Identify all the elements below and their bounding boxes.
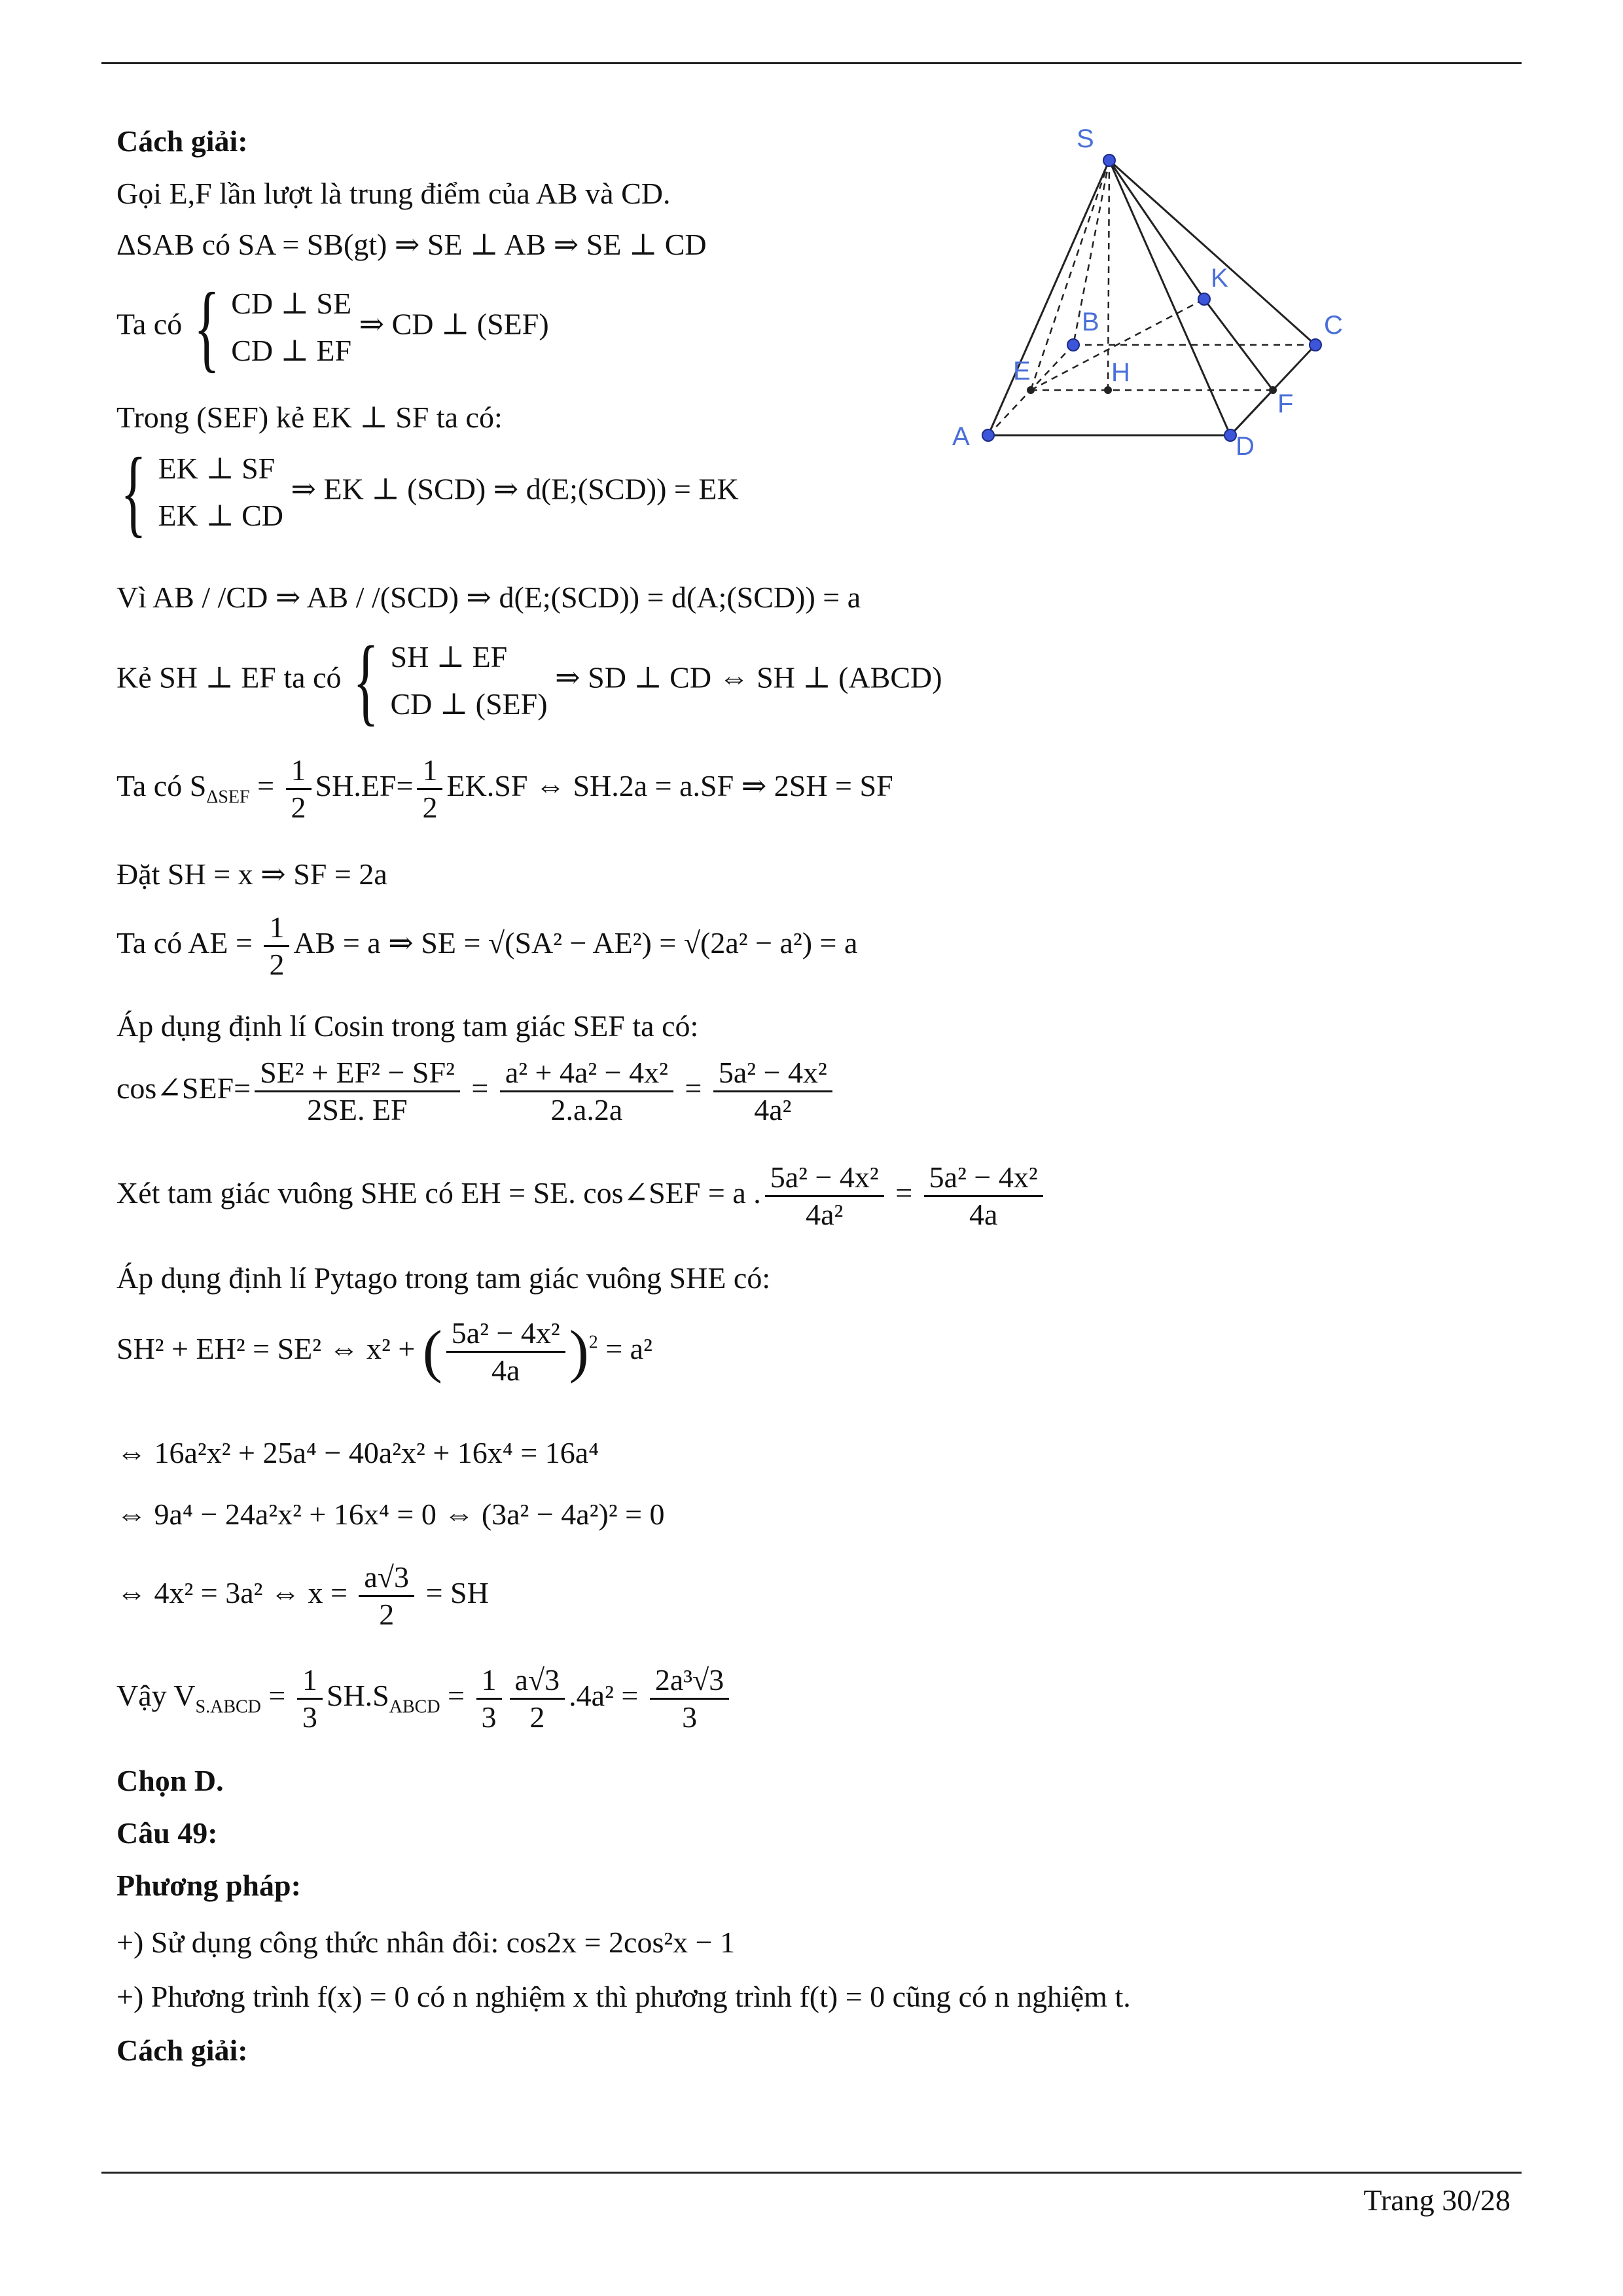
text-fragment: ⇒ CD ⊥ (SEF) [359, 307, 549, 341]
text-line: Đặt SH = x ⇒ SF = 2a [116, 857, 387, 891]
subscript: ABCD [389, 1696, 440, 1717]
area-equation [116, 753, 893, 825]
subscript: S.ABCD [195, 1696, 261, 1717]
page-number: Trang 30/28 [1363, 2183, 1510, 2217]
text-fragment: AB = a ⇒ SE = √(SA² − AE²) = √(2a² − a²) = a [293, 926, 858, 960]
text-line: +) Sử dụng công thức nhân đôi: cos2x = 2cos²x − 1 [116, 1926, 736, 1959]
fraction: $\frac{\text{5a² − 4x²}}{4a}$ [924, 1160, 1043, 1232]
text-fragment: ⇒ SD ⊥ CD ⇔ SH ⊥ (ABCD) [555, 660, 942, 694]
heading-cach-giai: Cách giải: [116, 124, 248, 158]
label-F: F [1277, 389, 1294, 418]
fraction: $\frac{\text{5a² − 4x²}}{\text{4a²}}$ [765, 1160, 884, 1232]
paren-close: ) [569, 1319, 589, 1384]
top-rule [101, 62, 1522, 64]
text-line: ⇔ 9a⁴ − 24a²x² + 16x⁴ = 0 ⇔ (3a² − 4a²)² = 0 [116, 1498, 665, 1531]
fraction: $\frac{\text{SE² + EF² − SF²}}{2SE. EF}$ [255, 1055, 460, 1128]
label-E: E [1013, 357, 1031, 386]
fraction: $\frac{\text{a² + 4a² − 4x²}}{2.a.2a}$ [500, 1055, 673, 1128]
label-B: B [1082, 308, 1099, 336]
point-H [1104, 386, 1112, 394]
system-row: CD ⊥ (SEF) [390, 687, 548, 721]
equation-system [158, 445, 283, 539]
brace-icon: { [193, 273, 220, 382]
edge-DF [1230, 390, 1273, 435]
system-row: CD ⊥ EF [231, 334, 352, 367]
text-fragment: Ta có S [116, 769, 207, 803]
paren-open: ( [422, 1319, 442, 1384]
system-row: SH ⊥ EF [390, 640, 508, 673]
point-S [1103, 154, 1115, 166]
fraction: $\frac{\text{2a³√3}}{3}$ [650, 1662, 729, 1735]
fraction: $\frac{a√3}{2}$ [510, 1662, 565, 1735]
brace-icon: { [120, 438, 147, 547]
text-line: +) Phương trình f(x) = 0 có n nghiệm x thì phương trình f(t) = 0 cũng có n nghiệm t. [116, 1980, 1131, 2013]
text-fragment: Ta có AE = [116, 926, 253, 960]
fraction: $\frac{1}{2}$ [417, 753, 442, 825]
text-line: Vì AB / /CD ⇒ AB / /(SCD) ⇒ d(E;(SCD)) = d(A;(SCD)) = a [116, 581, 861, 614]
point-F [1269, 386, 1277, 394]
edge-SA [988, 160, 1109, 435]
fraction: $\frac{1}{2}$ [264, 910, 289, 982]
system-cd-sef [116, 273, 549, 382]
text-fragment: Vậy V [116, 1679, 196, 1713]
method-heading: Phương pháp: [116, 1869, 301, 1902]
heading-cach-giai: Cách giải: [116, 2034, 248, 2067]
fraction: $\frac{\text{5a² − 4x²}}{\text{4a²}}$ [713, 1055, 832, 1128]
text-fragment: .4a² = [569, 1679, 639, 1713]
edge-SK [1109, 160, 1204, 299]
text-fragment: = a² [605, 1332, 652, 1366]
point-A [982, 429, 994, 441]
text-fragment: = [268, 1679, 286, 1713]
system-row: EK ⊥ CD [158, 499, 283, 532]
fraction: $\frac{1}{2}$ [286, 753, 312, 825]
text-fragment: Xét tam giác vuông SHE có EH = SE. cos∠SEF = a . [116, 1176, 761, 1210]
edge-SC [1109, 160, 1315, 345]
label-C: C [1324, 311, 1343, 340]
point-B [1067, 339, 1079, 351]
system-row: EK ⊥ SF [158, 452, 276, 485]
system-sh-abcd [116, 626, 942, 735]
edge-SH [1108, 160, 1109, 390]
fraction: $\frac{\text{5a² − 4x²}}{4a}$ [446, 1316, 565, 1388]
volume-equation: Vậy $V_{S.ABCD}$ = $\frac{1}{3}$ $SH.S_{ABCD}$ = $\frac{1}{3}$ $\frac{a√3}{2}$ .4a² = $\frac{\text{2a³√3}}{3}$ [116, 1662, 733, 1735]
text-fragment: SH.EF= [315, 769, 414, 803]
point-E [1027, 386, 1035, 394]
label-H: H [1111, 358, 1130, 387]
label-S: S [1077, 124, 1094, 153]
fraction: $\frac{a√3}{2}$ [359, 1560, 414, 1632]
question-heading: Câu 49: [116, 1816, 218, 1850]
pyramid-figure [942, 111, 1361, 478]
label-A: A [952, 422, 970, 451]
text-fragment: = SH [425, 1576, 489, 1610]
point-D [1224, 429, 1236, 441]
text-line: Áp dụng định lí Pytago trong tam giác vuông SHE có: [116, 1261, 771, 1295]
text-line: Áp dụng định lí Cosin trong tam giác SEF ta có: [116, 1009, 699, 1043]
fraction: $\frac{1}{3}$ [297, 1662, 323, 1735]
point-K [1198, 293, 1210, 305]
text-fragment: cos∠SEF= [116, 1071, 251, 1105]
eh-equation: Xét tam giác vuông SHE có EH = SE. cos∠SEF = a . $\frac{\text{5a² − 4x²}}{\text{4a²}}$ = $\frac{\text{5a² − 4x²}}{4a}$ [116, 1160, 1047, 1232]
system-ek-scd [116, 438, 739, 547]
text-fragment: EK.SF ⇔ SH.2a = a.SF ⇒ 2SH = SF [446, 769, 893, 803]
text-line: ⇔ 16a²x² + 25a⁴ − 40a²x² + 16x⁴ = 16a⁴ [116, 1436, 599, 1469]
answer-choice: Chọn D. [116, 1764, 224, 1797]
system-row: CD ⊥ SE [231, 287, 352, 320]
text-fragment: SH² + EH² = SE² ⇔ x² + [116, 1332, 416, 1366]
equation-system [231, 280, 351, 374]
text-line: Trong (SEF) kẻ EK ⊥ SF ta có: [116, 401, 503, 434]
text-fragment: SH.S [326, 1679, 389, 1713]
cosine-equation: cos∠SEF= $\frac{\text{SE² + EF² − SF²}}{2SE. EF}$ = $\frac{\text{a² + 4a² − 4x²}}{2.a.2a}$ = $\frac{\text{5a² − 4x²}}{\text{4a²}}$ [116, 1055, 836, 1128]
text-fragment: = [257, 769, 275, 803]
bottom-rule [101, 2172, 1522, 2174]
brace-icon: { [353, 626, 379, 735]
label-D: D [1236, 432, 1255, 461]
equation-system [391, 634, 548, 728]
point-C [1310, 339, 1321, 351]
text-fragment: Kẻ SH ⊥ EF ta có [116, 660, 342, 694]
pythagoras-equation: SH² + EH² = SE² ⇔ x² + ( $\frac{\text{5a² − 4x²}}{4a}$ )$^2$ = a² [116, 1316, 652, 1387]
label-K: K [1211, 264, 1228, 293]
text-fragment: ⇔ 4x² = 3a² ⇔ x = [116, 1576, 348, 1610]
text-fragment: Ta có [116, 307, 183, 341]
x-solution [116, 1560, 489, 1632]
text-line: ΔSAB có SA = SB(gt) ⇒ SE ⊥ AB ⇒ SE ⊥ CD [116, 228, 707, 261]
fraction: $\frac{1}{3}$ [476, 1662, 502, 1735]
edge-SD [1109, 160, 1230, 435]
text-fragment: ⇒ EK ⊥ (SCD) ⇒ d(E;(SCD)) = EK [291, 472, 739, 506]
ae-equation [116, 910, 857, 982]
subscript: ΔSEF [206, 787, 250, 808]
text-line: Gọi E,F lần lượt là trung điểm của AB và CD. [116, 177, 671, 210]
